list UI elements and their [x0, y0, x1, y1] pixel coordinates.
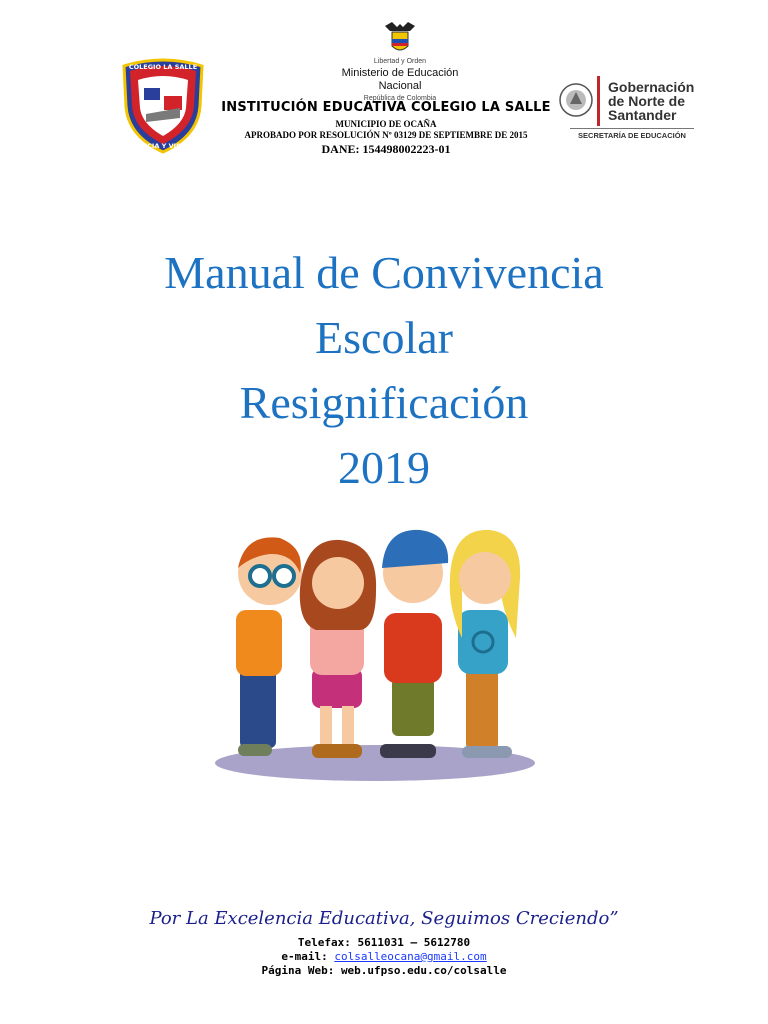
governorate-accent-bar	[597, 76, 600, 126]
kid-blue-cap	[380, 530, 448, 758]
governorate-line2: de Norte de	[608, 93, 686, 109]
governorate-logo	[556, 70, 706, 136]
children-group-illustration	[200, 518, 550, 788]
ministry-motto: Libertad y Orden	[373, 58, 427, 65]
colombia-coat-of-arms-icon	[383, 22, 417, 58]
footer-email-line	[0, 950, 768, 963]
shield-bottom-text: CIENCIA Y VIRTUD	[130, 142, 196, 150]
title-line-3: Resignificación	[239, 377, 529, 428]
footer-email-link[interactable]: colsalleocana@gmail.com	[334, 950, 487, 963]
school-motto: Por La Excelencia Educativa, Seguimos Creciendo”	[149, 908, 619, 929]
title-line-1: Manual de Convivencia	[164, 247, 604, 298]
governorate-secretaria: SECRETARÍA DE EDUCACIÓN	[578, 131, 686, 140]
title-line-4: 2019	[338, 442, 430, 493]
approval-resolution: APROBADO POR RESOLUCIÓN Nº 03129 DE SEPTIEMBRE DE 2015	[244, 130, 528, 140]
kid-brown-hair	[300, 540, 376, 758]
governorate-line3: Santander	[608, 107, 677, 123]
institution-name: INSTITUCIÓN EDUCATIVA COLEGIO LA SALLE	[221, 100, 551, 115]
shield-top-text: COLEGIO LA SALLE	[128, 63, 198, 71]
kid-with-glasses	[236, 537, 302, 756]
municipality: MUNICIPIO DE OCAÑA	[335, 119, 437, 129]
title-line-2: Escolar	[315, 312, 453, 363]
footer-email-label: e-mail:	[281, 950, 335, 963]
kid-blond	[450, 530, 520, 758]
ministry-name-line1: Ministerio de Educación	[341, 67, 459, 79]
dane-code: DANE: 154498002223-01	[321, 142, 451, 156]
school-shield-logo	[120, 56, 206, 154]
footer-web: Página Web: web.ufpso.edu.co/colsalle	[261, 964, 507, 977]
governorate-divider	[570, 128, 694, 129]
footer-telefax: Telefax: 5611031 – 5612780	[297, 936, 471, 949]
ministry-country: República de Colombia	[363, 95, 437, 102]
governorate-line1: Gobernación	[608, 79, 695, 95]
ministry-name-line2: Nacional	[378, 80, 422, 92]
